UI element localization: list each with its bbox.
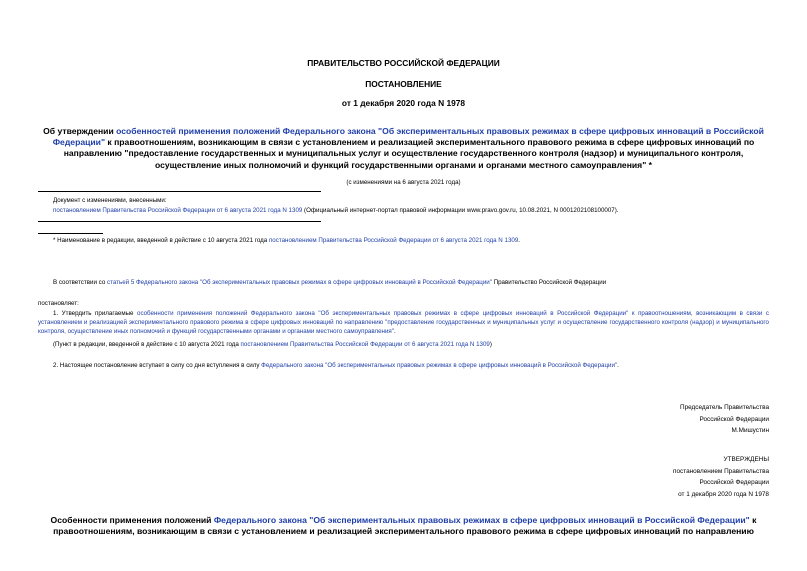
amendment-decree-link[interactable]: постановлением Правительства Российской Федерации от 6 августа 2021 года N 1309	[53, 207, 303, 214]
annex-law-link[interactable]: Федерального закона "Об экспериментальных правовых режимах в сфере цифровых инноваций в Российской Федерации"	[213, 515, 750, 525]
signature-block	[560, 402, 769, 437]
approval-country: Российской Федерации	[699, 479, 769, 487]
item-1-end: .	[393, 328, 396, 336]
title-rest: к правоотношениям, возникающим в связи с установлением и реализацией экспериментального правового режима в сфере цифровых инноваций по направлению "предоставление государственных и муниципальных услуг и осуществление государственного контроля (надзор) и муниципального контроля, осуществление иных полномочий и функций государственными органами и органами местного самоуправления" *	[63, 137, 755, 170]
annex-title-prefix: Особенности применения положений	[50, 515, 214, 525]
amendments-intro: Документ с изменениями, внесенными:	[53, 197, 167, 204]
title-law-link[interactable]: особенностей применения положений Федерального закона "Об экспериментальных правовых режимах в сфере цифровых инноваций в Российской Федерации"	[52, 126, 764, 148]
annex-title	[26, 515, 781, 538]
preamble-rest: Правительство Российской Федерации	[491, 279, 607, 286]
item-1	[38, 309, 769, 337]
annex-title-rest: к правоотношениям, возникающим в связи с установлением и реализацией экспериментального правового режима в сфере цифровых инноваций по направлению	[53, 515, 757, 537]
document-type-heading: ПОСТАНОВЛЕНИЕ	[365, 79, 442, 89]
item-1-note-text: (Пункт в редакции, введенной в действие с 10 августа 2021 года	[53, 341, 241, 348]
item-1-note-end: )	[489, 341, 492, 348]
changes-note: (с изменениями на 6 августа 2021 года)	[346, 179, 461, 186]
footnote	[53, 236, 773, 245]
amendment-source: (Официальный интернет-портал правовой информации www.pravo.gov.ru, 10.08.2021, N 0001202108100007).	[302, 207, 619, 214]
footnote-divider	[38, 233, 103, 234]
title-prefix: Об утверждении	[43, 126, 117, 136]
preamble-prefix: В соответствии со	[53, 279, 107, 286]
approval-block	[560, 454, 769, 500]
footnote-end: .	[518, 237, 520, 244]
signature-position: Председатель Правительства	[680, 404, 769, 411]
item-2-law-link[interactable]: Федерального закона "Об экспериментальных правовых режимах в сфере цифровых инноваций в Российской Федерации"	[261, 362, 618, 369]
footnote-decree-link[interactable]: постановлением Правительства Российской Федерации от 6 августа 2021 года N 1309	[268, 237, 519, 244]
organization-heading: ПРАВИТЕЛЬСТВО РОССИЙСКОЙ ФЕДЕРАЦИИ	[307, 58, 500, 68]
item-2	[53, 361, 773, 370]
amendments-list	[53, 206, 773, 215]
document-title	[42, 126, 765, 171]
amendments-bottom-divider	[38, 221, 321, 222]
decrees-word: постановляет:	[38, 300, 79, 307]
signature-country: Российской Федерации	[699, 415, 769, 423]
document-date-number: от 1 декабря 2020 года N 1978	[341, 98, 466, 108]
item-2-text: 2. Настоящее постановление вступает в силу со дня вступления в силу	[53, 362, 262, 369]
approval-date-number: от 1 декабря 2020 года N 1978	[678, 490, 769, 498]
item-1-note	[53, 340, 773, 349]
item-2-end: .	[617, 362, 619, 369]
item-1-note-decree-link[interactable]: постановлением Правительства Российской Федерации от 6 августа 2021 года N 1309	[240, 341, 490, 348]
approval-by: постановлением Правительства	[673, 467, 769, 475]
amendments-top-divider	[38, 191, 321, 192]
signature-name: М.Мишустин	[731, 427, 769, 435]
preamble	[53, 278, 773, 287]
item-1-prefix: 1. Утвердить прилагаемые	[53, 310, 137, 317]
preamble-article-link[interactable]: статьей 5 Федерального закона "Об экспериментальных правовых режимах в сфере цифровых инноваций в Российской Федерации"	[106, 279, 492, 286]
footnote-text: * Наименование в редакции, введенной в действие с 10 августа 2021 года	[53, 237, 269, 244]
approval-word: УТВЕРЖДЕНЫ	[723, 456, 769, 463]
item-1-features-link[interactable]: особенности применения положений Федерального закона "Об экспериментальных правовых режимах в сфере цифровых инноваций в Российской Федерации" к правоотношениям, возникающим в связи с установлением и реализацией экспериментального правового режима в сфере цифровых инноваций по направлению "предоставление государственных и муниципальных услуг и осуществление государственного контроля (надзор) и муниципального контроля, осуществление иных полномочий и функций государственными органами и органами местного самоуправления"	[38, 310, 769, 336]
